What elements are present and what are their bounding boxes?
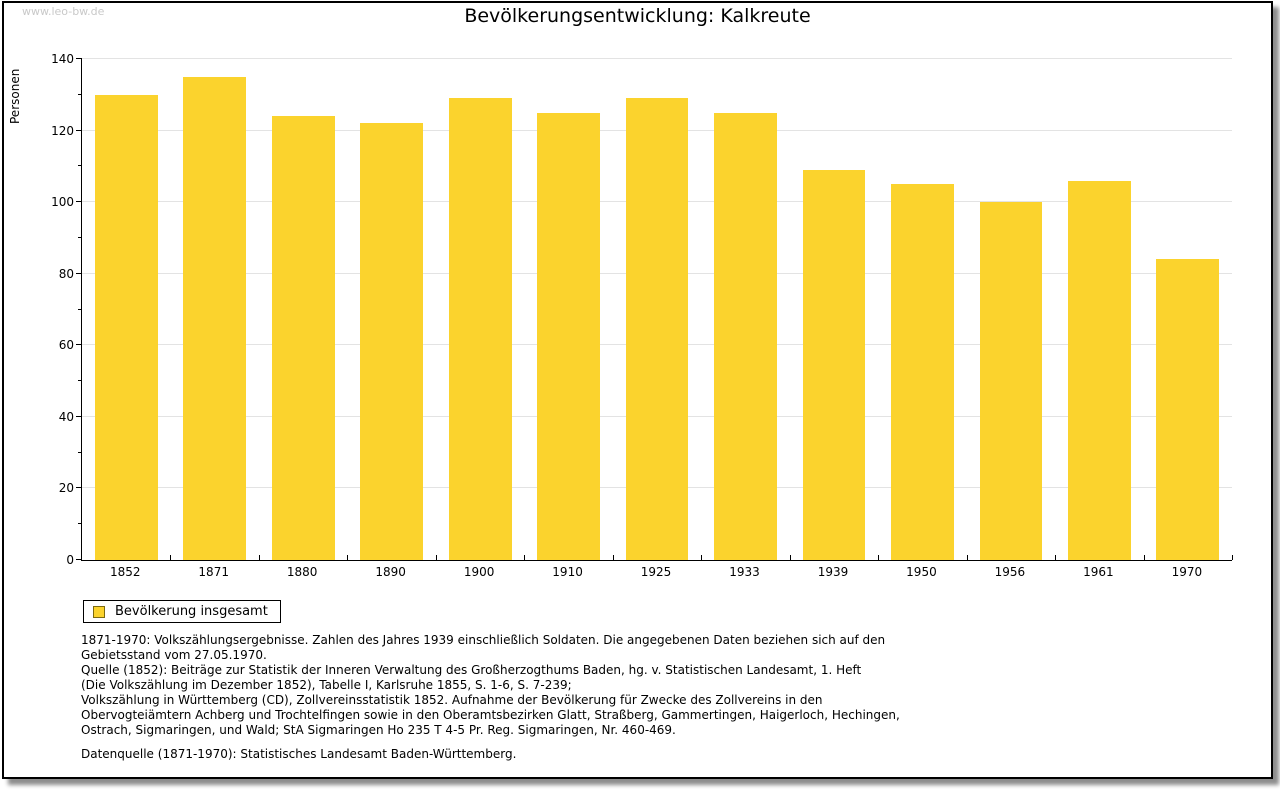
y-tick <box>76 273 82 274</box>
y-tick-label: 80 <box>58 266 74 281</box>
x-tick <box>790 555 791 560</box>
bars-container <box>82 59 1232 560</box>
bar-slot <box>790 59 878 560</box>
bar-slot <box>524 59 612 560</box>
note-line: (Die Volkszählung im Dezember 1852), Tabelle I, Karlsruhe 1855, S. 1-6, S. 7-239; <box>81 678 572 692</box>
page-title: Bevölkerungsentwicklung: Kalkreute <box>464 5 811 27</box>
x-tick <box>878 555 879 560</box>
y-tick <box>78 94 82 95</box>
note-line: Quelle (1852): Beiträge zur Statistik der Inneren Verwaltung des Großherzogthums Baden, hg. v. Statistischen Landesamt, 1. Heft <box>81 663 862 677</box>
x-tick-label: 1925 <box>640 565 672 579</box>
bar-slot <box>967 59 1055 560</box>
x-tick-label: 1939 <box>817 565 849 579</box>
y-tick-label: 140 <box>51 52 74 66</box>
bar <box>272 116 335 560</box>
x-tick <box>347 555 348 560</box>
y-tick <box>78 452 82 453</box>
bar-slot <box>170 59 258 560</box>
bar <box>980 202 1043 560</box>
x-tick <box>1144 555 1145 560</box>
legend-swatch-icon <box>93 606 105 618</box>
x-tick-label: 1961 <box>1083 565 1114 579</box>
legend <box>83 600 281 623</box>
datasource-line: Datenquelle (1871-1970): Statistisches Landesamt Baden-Württemberg. <box>81 747 517 761</box>
y-tick-label: 120 <box>51 123 74 138</box>
x-tick <box>1055 555 1056 560</box>
y-tick <box>76 344 82 345</box>
source-notes <box>81 633 900 762</box>
y-tick <box>76 58 82 59</box>
note-line: 1871-1970: Volkszählungsergebnisse. Zahlen des Jahres 1939 einschließlich Soldaten. Die angegebenen Daten beziehen sich auf den <box>81 633 886 647</box>
x-tick <box>436 555 437 560</box>
x-tick <box>1232 555 1233 560</box>
x-axis-labels <box>81 565 1231 579</box>
y-tick <box>76 416 82 417</box>
x-tick <box>701 555 702 560</box>
chart-page <box>2 1 1273 779</box>
x-tick-label: 1871 <box>198 565 229 579</box>
y-tick-label: 40 <box>58 409 74 424</box>
bar <box>1068 181 1131 560</box>
x-tick-label: 1910 <box>552 565 583 579</box>
bar <box>1156 259 1219 560</box>
y-tick-label: 60 <box>58 338 74 353</box>
bar-slot <box>347 59 435 560</box>
x-tick <box>524 555 525 560</box>
y-tick-label: 100 <box>51 195 74 210</box>
x-tick-label: 1950 <box>906 565 937 579</box>
bar <box>95 95 158 560</box>
x-tick-label: 1956 <box>994 565 1026 579</box>
x-tick-label: 1933 <box>729 565 760 579</box>
x-tick-label: 1880 <box>286 565 318 579</box>
x-tick-label: 1900 <box>463 565 495 579</box>
note-line: Obervogteiämtern Achberg und Trochtelfingen sowie in den Oberamtsbezirken Glatt, Straßberg, Gammertingen, Haigerloch, Hechingen, <box>81 708 900 722</box>
bar-slot <box>878 59 966 560</box>
x-tick <box>170 555 171 560</box>
bar-slot <box>613 59 701 560</box>
bar-slot <box>1144 59 1232 560</box>
y-tick <box>76 130 82 131</box>
y-tick <box>78 165 82 166</box>
note-line: Ostrach, Sigmaringen, und Wald; StA Sigmaringen Ho 235 T 4-5 Pr. Reg. Sigmaringen, Nr. 460-469. <box>81 723 676 737</box>
y-tick-label: 20 <box>58 481 74 496</box>
bar <box>714 113 777 560</box>
y-tick <box>78 237 82 238</box>
y-tick-label: 0 <box>66 553 74 567</box>
bar <box>803 170 866 560</box>
watermark: www.leo-bw.de <box>22 5 105 18</box>
legend-label: Bevölkerung insgesamt <box>115 604 268 619</box>
bar <box>537 113 600 560</box>
y-axis-label: Personen <box>8 68 22 124</box>
bar-slot <box>259 59 347 560</box>
y-tick <box>76 487 82 488</box>
bar <box>183 77 246 560</box>
bar <box>891 184 954 560</box>
x-tick-label: 1970 <box>1171 565 1203 579</box>
bar <box>360 123 423 560</box>
y-tick <box>78 523 82 524</box>
bar-slot <box>701 59 789 560</box>
bar <box>626 98 689 560</box>
y-tick <box>76 559 82 560</box>
x-tick-label: 1852 <box>109 565 141 579</box>
bar-slot <box>82 59 170 560</box>
y-tick <box>78 380 82 381</box>
plot-area <box>51 52 1232 567</box>
note-line: Gebietsstand vom 27.05.1970. <box>81 648 267 662</box>
note-line: Volkszählung in Württemberg (CD), Zollvereinsstatistik 1852. Aufnahme der Bevölkerung für Zwecke des Zollvereins in den <box>81 693 823 707</box>
y-tick <box>78 309 82 310</box>
y-tick <box>76 201 82 202</box>
bar-slot <box>436 59 524 560</box>
x-tick <box>613 555 614 560</box>
x-tick <box>259 555 260 560</box>
x-tick <box>967 555 968 560</box>
bar <box>449 98 512 560</box>
bar-slot <box>1055 59 1143 560</box>
x-tick-label: 1890 <box>375 565 406 579</box>
